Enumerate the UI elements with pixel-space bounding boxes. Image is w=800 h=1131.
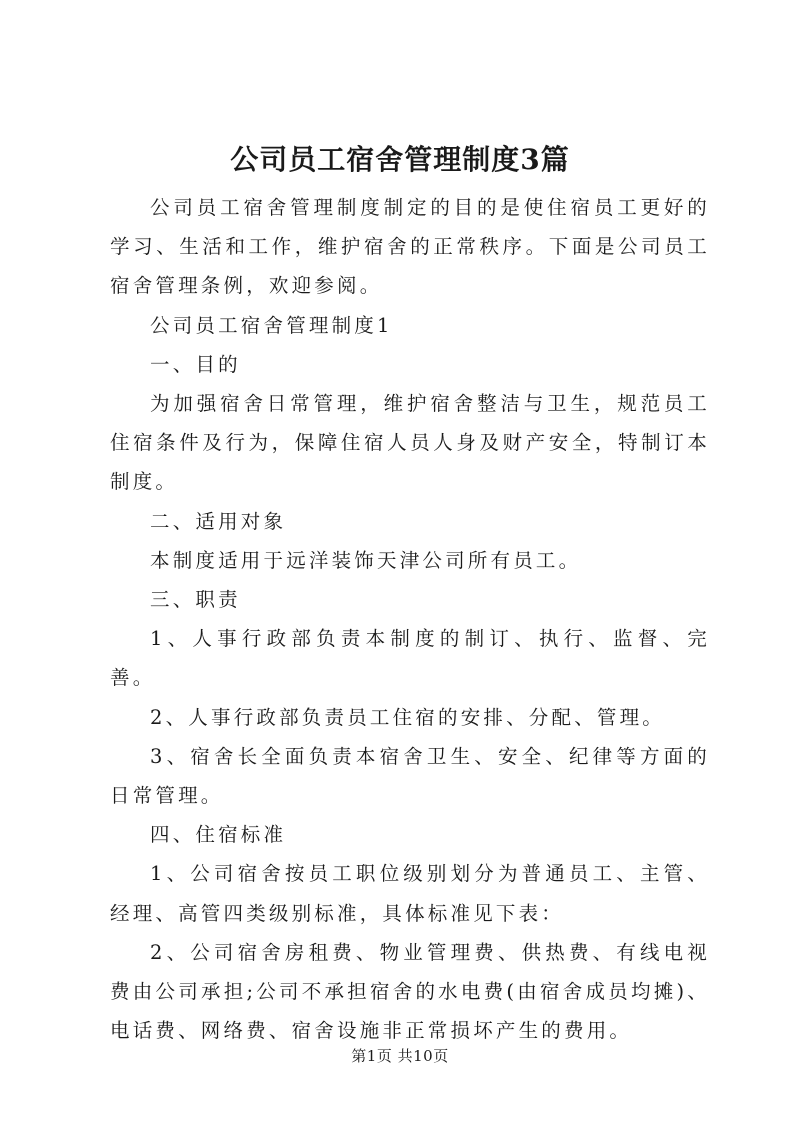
section-heading-scope: 二、适用对象	[150, 509, 287, 533]
duty-item-2: 2、人事行政部负责员工住宿的安排、分配、管理。	[150, 705, 666, 729]
document-title: 公司员工宿舍管理制度3篇	[230, 143, 570, 176]
standard-item-1: 1、公司宿舍按员工职位级别划分为普通员工、主管、经理、高管四类级别标准，具体标准见下表：	[110, 862, 710, 925]
section-heading-duties: 三、职责	[150, 588, 241, 612]
section-heading-purpose: 一、目的	[150, 352, 241, 376]
page-footer: 第1页 共10页	[351, 1047, 449, 1065]
intro-paragraph: 公司员工宿舍管理制度制定的目的是使住宿员工更好的学习、生活和工作，维护宿舍的正常秩序。下面是公司员工宿舍管理条例，欢迎参阅。	[110, 196, 710, 298]
document-body	[110, 188, 710, 1050]
section-heading-policy-1: 公司员工宿舍管理制度1	[150, 313, 393, 337]
scope-paragraph: 本制度适用于远洋装饰天津公司所有员工。	[150, 548, 582, 572]
duty-item-3: 3、宿舍长全面负责本宿舍卫生、安全、纪律等方面的日常管理。	[110, 744, 710, 808]
purpose-paragraph: 为加强宿舍日常管理，维护宿舍整洁与卫生，规范员工住宿条件及行为，保障住宿人员人身及财产安全，特制订本制度。	[110, 392, 710, 494]
standard-item-2: 2、公司宿舍房租费、物业管理费、供热费、有线电视费由公司承担;公司不承担宿舍的水电费(由宿舍成员均摊)、电话费、网络费、宿舍设施非正常损坏产生的费用。	[110, 940, 710, 1043]
section-heading-standards: 四、住宿标准	[150, 823, 287, 847]
duty-item-1: 1、人事行政部负责本制度的制订、执行、监督、完善。	[110, 627, 710, 690]
